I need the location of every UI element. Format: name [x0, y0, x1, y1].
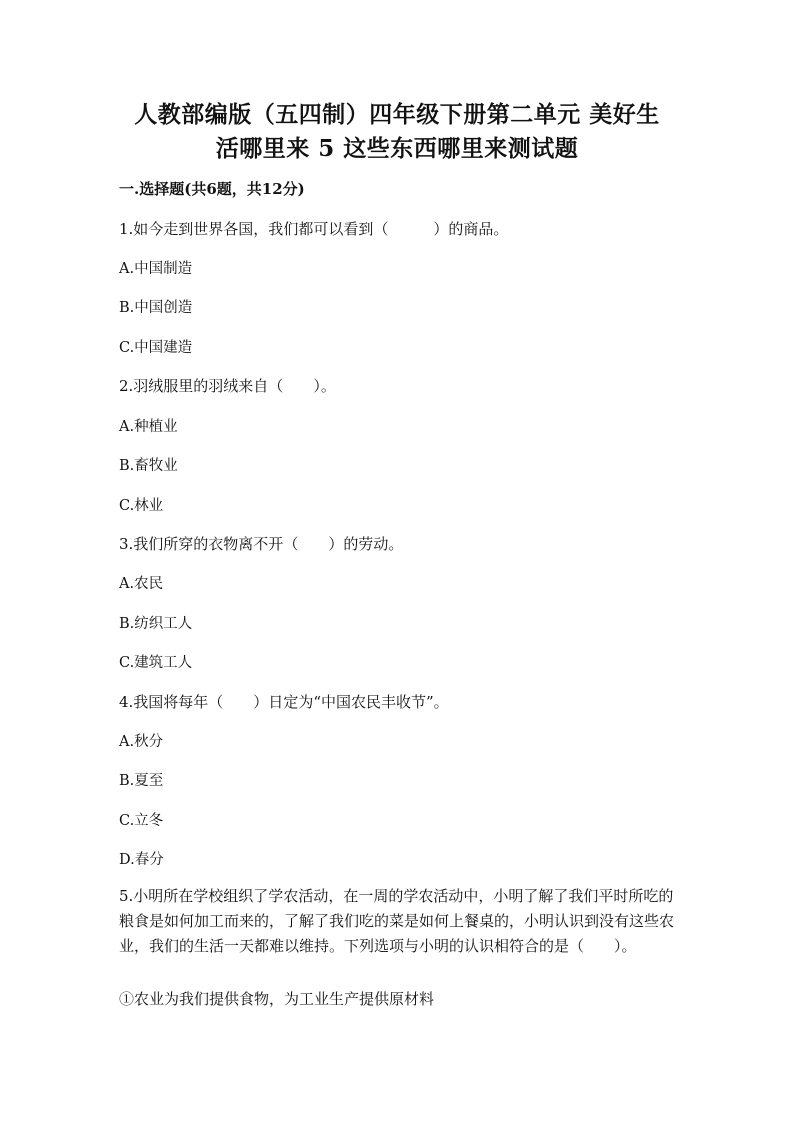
document-title-line-1: 人教部编版（五四制）四年级下册第二单元 美好生 — [134, 101, 660, 128]
question-4-stem: 4.我国将每年（ ）日定为“中国农民丰收节”。 — [119, 693, 449, 711]
question-2-option-b: B.畜牧业 — [119, 458, 178, 474]
question-4-option-b: B.夏至 — [119, 773, 164, 789]
question-3-stem: 3.我们所穿的衣物离不开（ ）的劳动。 — [119, 535, 404, 553]
question-4-option-d: D.春分 — [119, 852, 164, 868]
document-title-line-2: 活哪里来 5 这些东西哪里来测试题 — [215, 135, 579, 162]
question-3-option-a: A.农民 — [119, 576, 164, 592]
question-1-option-a: A.中国制造 — [119, 261, 193, 277]
question-3-option-b: B.纺织工人 — [119, 616, 193, 632]
section-heading: 一.选择题(共6题，共12分) — [119, 180, 305, 198]
question-2-option-c: C.林业 — [119, 498, 164, 514]
question-5-stem: 5.小明所在学校组织了学农活动，在一周的学农活动中，小明了解了我们平时所吃的粮食是如何加工而来的，了解了我们吃的菜是如何上餐桌的，小明认识到没有这些农业，我们的生活一天都难以维持。下列选项与小明的认识相符合的是（ ）。 — [119, 887, 675, 955]
question-4-option-c: C.立冬 — [119, 813, 164, 829]
question-1-option-c: C.中国建造 — [119, 340, 193, 356]
question-5-statement-1: ①农业为我们提供食物，为工业生产提供原材料 — [119, 990, 435, 1008]
question-2-option-a: A.种植业 — [119, 419, 178, 435]
question-1-stem: 1.如今走到世界各国，我们都可以看到（ ）的商品。 — [119, 220, 509, 238]
question-1-option-b: B.中国创造 — [119, 300, 193, 316]
question-3-option-c: C.建筑工人 — [119, 655, 193, 671]
question-2-stem: 2.羽绒服里的羽绒来自（ ）。 — [119, 377, 336, 395]
question-4-option-a: A.秋分 — [119, 734, 164, 750]
